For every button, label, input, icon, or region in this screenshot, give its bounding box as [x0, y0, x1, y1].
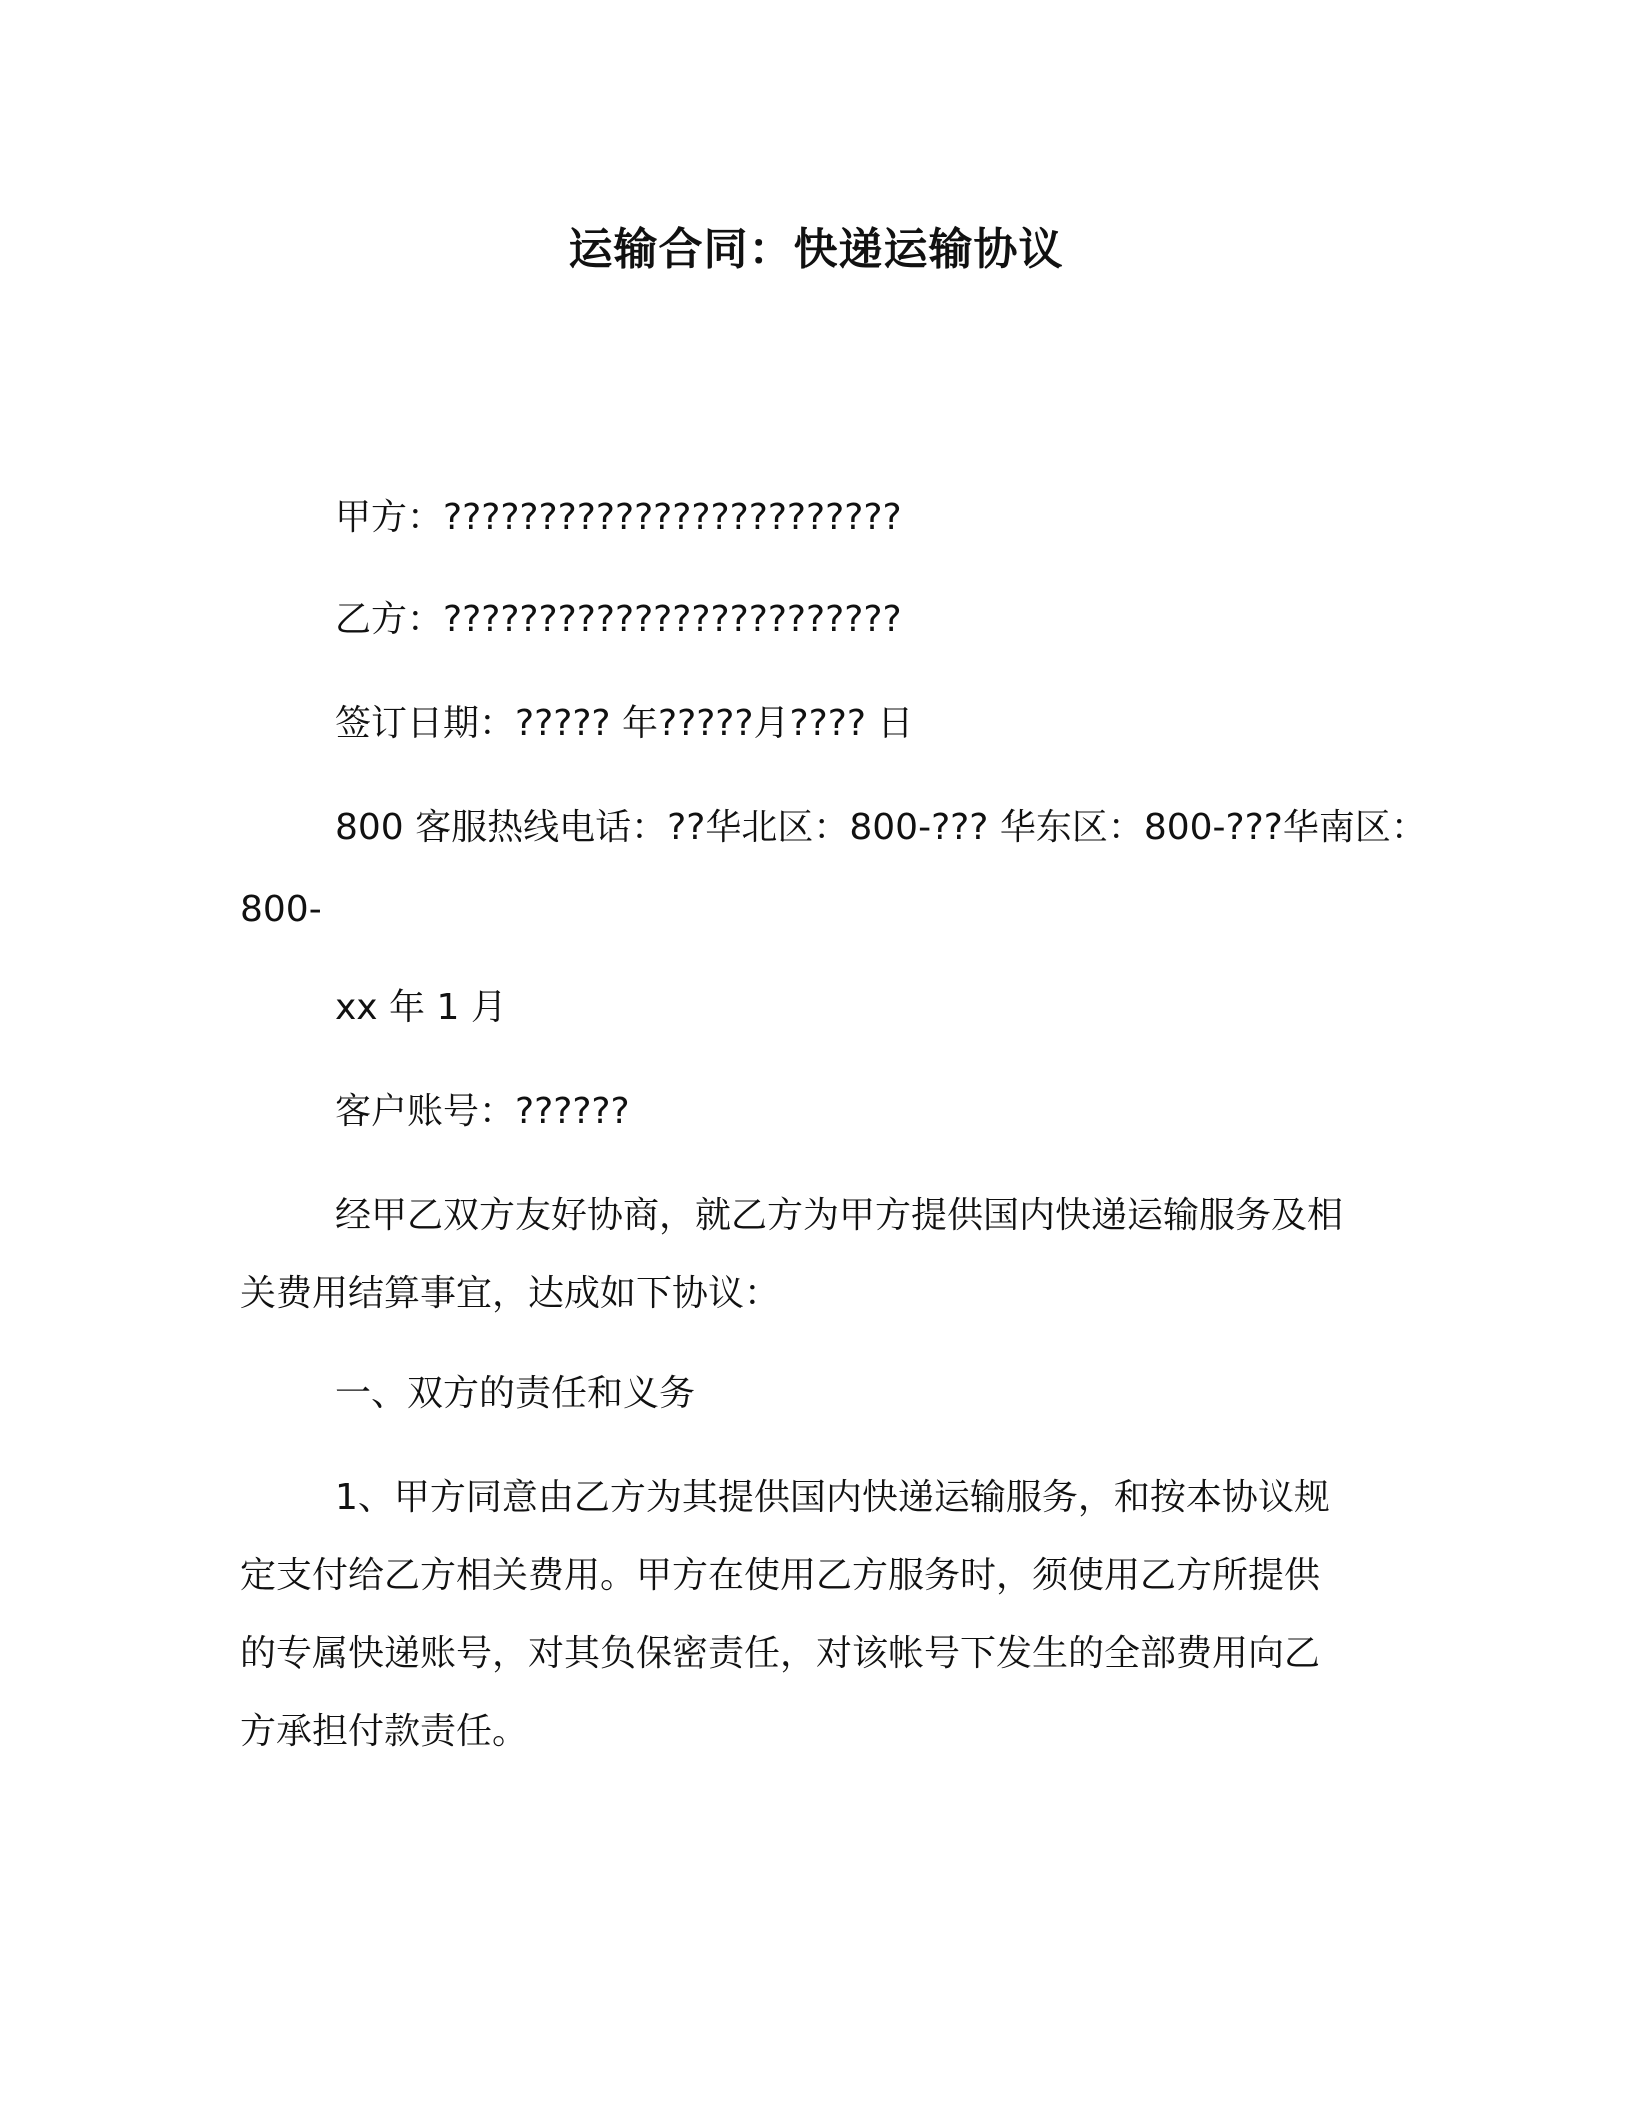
party-b-line: 乙方：???????????????????????? — [335, 599, 902, 640]
clause-1-line-1: 1、甲方同意由乙方为其提供国内快递运输服务，和按本协议规 — [335, 1477, 1330, 1518]
clause-1-line-2: 定支付给乙方相关费用。甲方在使用乙方服务时，须使用乙方所提供 — [240, 1555, 1321, 1596]
hotline-line-1: 800 客服热线电话：??华北区：800-??? 华东区：800-???华南区： — [335, 807, 1427, 848]
document-title: 运输合同：快递运输协议 — [568, 224, 1064, 275]
clause-1-line-4: 方承担付款责任。 — [240, 1711, 529, 1752]
sign-date-line: 签订日期：????? 年?????月???? 日 — [335, 703, 914, 744]
intro-paragraph-line-1: 经甲乙双方友好协商，就乙方为甲方提供国内快递运输服务及相 — [335, 1195, 1344, 1236]
section-heading: 一、双方的责任和义务 — [335, 1373, 696, 1414]
customer-account-line: 客户账号：?????? — [335, 1091, 630, 1132]
intro-paragraph-line-2: 关费用结算事宜，达成如下协议： — [240, 1273, 781, 1314]
party-a-line: 甲方：???????????????????????? — [335, 497, 902, 538]
date-note-line: xx 年 1 月 — [335, 987, 507, 1028]
hotline-line-2: 800- — [240, 889, 322, 930]
clause-1-line-3: 的专属快递账号，对其负保密责任，对该帐号下发生的全部费用向乙 — [240, 1633, 1321, 1674]
